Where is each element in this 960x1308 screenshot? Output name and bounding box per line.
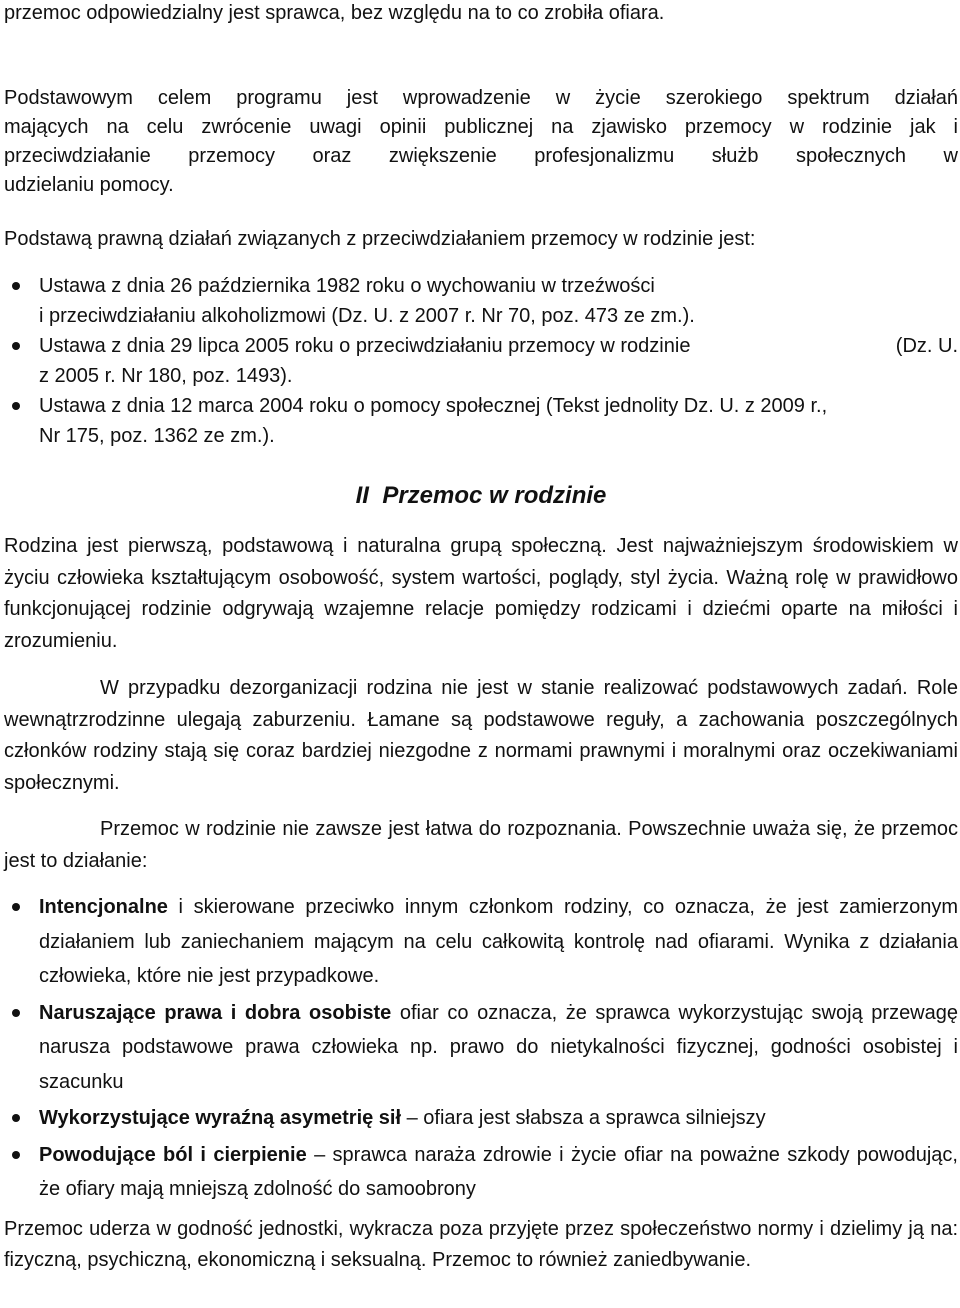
feature-2-desc: ofiar co oznacza, że sprawca wykorzystując swoją przewagę narusza podstawowe prawa człowieka np. prawo do nietykalności fizycznej, godności osobistej i szacunku <box>39 1001 958 1093</box>
bullet-icon <box>12 402 20 410</box>
bullet-icon <box>12 342 20 350</box>
closing-paragraph: Przemoc uderza w godność jednostki, wykracza poza przyjęte przez społeczeństwo normy i dzielimy ją na: fizyczną, psychiczną, ekonomiczną i seksualną. Przemoc to również zaniedbywanie. <box>4 1218 958 1271</box>
law-item <box>4 271 958 331</box>
bullet-icon <box>12 282 20 290</box>
bullet-icon <box>12 1009 20 1017</box>
law-3-line-1: Ustawa z dnia 12 marca 2004 roku o pomocy społecznej (Tekst jednolity Dz. U. z 2009 r., <box>39 395 828 417</box>
feature-4-term: Powodujące ból i cierpienie <box>39 1143 307 1166</box>
law-item <box>4 391 958 451</box>
family-paragraph-1: Rodzina jest pierwszą, podstawową i naturalna grupą społeczną. Jest najważniejszym środowiskiem w życiu człowieka kształtującym osobowość, system wartości, poglądy, styl życia. Ważną rolę w prawidłowo funkcjonującej rodzinie odgrywają wzajemne relacje pomiędzy rodzicami i dziećmi oparte na miłości i zrozumieniu. <box>4 535 958 652</box>
feature-item <box>4 1138 958 1207</box>
program-line-1: Podstawowym celem programu jest wprowadzenie w życie szerokiego spektrum działań <box>4 87 958 109</box>
feature-4-desc: – sprawca naraża zdrowie i życie ofiar na poważne szkody powodując, że ofiary mają mniejszą zdolność do samoobrony <box>39 1143 958 1200</box>
law-2-line-1-text: Ustawa z dnia 29 lipca 2005 roku o przeciwdziałaniu przemocy w rodzinie <box>39 335 691 357</box>
feature-3-term: Wykorzystujące wyraźną asymetrię sił <box>39 1107 402 1129</box>
violence-features-list <box>4 890 958 1207</box>
feature-2-term: Naruszające prawa i dobra osobiste <box>39 1001 392 1024</box>
feature-1-term: Intencjonalne <box>39 896 168 918</box>
feature-4-text <box>39 1138 958 1207</box>
law-2-line-1 <box>39 331 958 361</box>
laws-list <box>4 271 958 451</box>
family-paragraph-2: W przypadku dezorganizacji rodzina nie jest w stanie realizować podstawowych zadań. Role wewnątrzrodzinne ulegają zaburzeniu. Łamane są podstawowe reguły, a zachowania poszczególnych członków rodziny stają się coraz bardziej niezgodne z normami prawnymi i moralnymi oraz oczekiwaniami społecznymi. <box>4 677 958 794</box>
feature-1-desc: i skierowane przeciwko innym członkom rodziny, co oznacza, że jest zamierzonym działaniem lub zaniechaniem mającym na celu całkowitą kontrolę nad ofiarami. Wynika z działania człowieka, które nie jest przypadkowe. <box>39 896 958 987</box>
law-item <box>4 331 958 391</box>
bullet-icon <box>12 1151 20 1159</box>
feature-item <box>4 1101 958 1136</box>
section-number: II <box>355 482 369 509</box>
legal-basis-text: Podstawą prawną działań związanych z przeciwdziałaniem przemocy w rodzinie jest: <box>4 228 756 250</box>
bullet-icon <box>12 903 20 911</box>
program-line-3: przeciwdziałanie przemocy oraz zwiększenie profesjonalizmu służb społecznych w <box>4 145 958 167</box>
program-line-2: mających na celu zwrócenie uwagi opinii publicznej na zjawisko przemocy w rodzinie jak i <box>4 116 958 138</box>
feature-item <box>4 890 958 994</box>
law-1-line-1: Ustawa z dnia 26 października 1982 roku o wychowaniu w trzeźwości <box>39 275 655 297</box>
intro-top-line: przemoc odpowiedzialny jest sprawca, bez względu na to co zrobiła ofiara. <box>4 2 665 24</box>
law-2-line-1-ref: (Dz. U. <box>895 335 958 357</box>
feature-1-text <box>39 890 958 994</box>
law-3-line-2: Nr 175, poz. 1362 ze zm.). <box>39 425 275 447</box>
family-paragraph-3: Przemoc w rodzinie nie zawsze jest łatwa do rozpoznania. Powszechnie uważa się, że przemoc jest to działanie: <box>4 818 958 872</box>
feature-3-text <box>39 1101 958 1136</box>
section-heading <box>4 480 958 512</box>
section-title: Przemoc w rodzinie <box>382 482 607 509</box>
program-line-4: udzielaniu pomocy. <box>4 174 174 196</box>
law-1-line-2: i przeciwdziałaniu alkoholizmowi (Dz. U. z 2007 r. Nr 70, poz. 473 ze zm.). <box>39 305 695 327</box>
program-paragraph <box>4 84 958 200</box>
feature-item <box>4 996 958 1100</box>
feature-2-text <box>39 996 958 1100</box>
feature-3-desc: – ofiara jest słabsza a sprawca silniejszy <box>401 1107 766 1129</box>
law-2-line-2: z 2005 r. Nr 180, poz. 1493). <box>39 365 293 387</box>
bullet-icon <box>12 1114 20 1122</box>
